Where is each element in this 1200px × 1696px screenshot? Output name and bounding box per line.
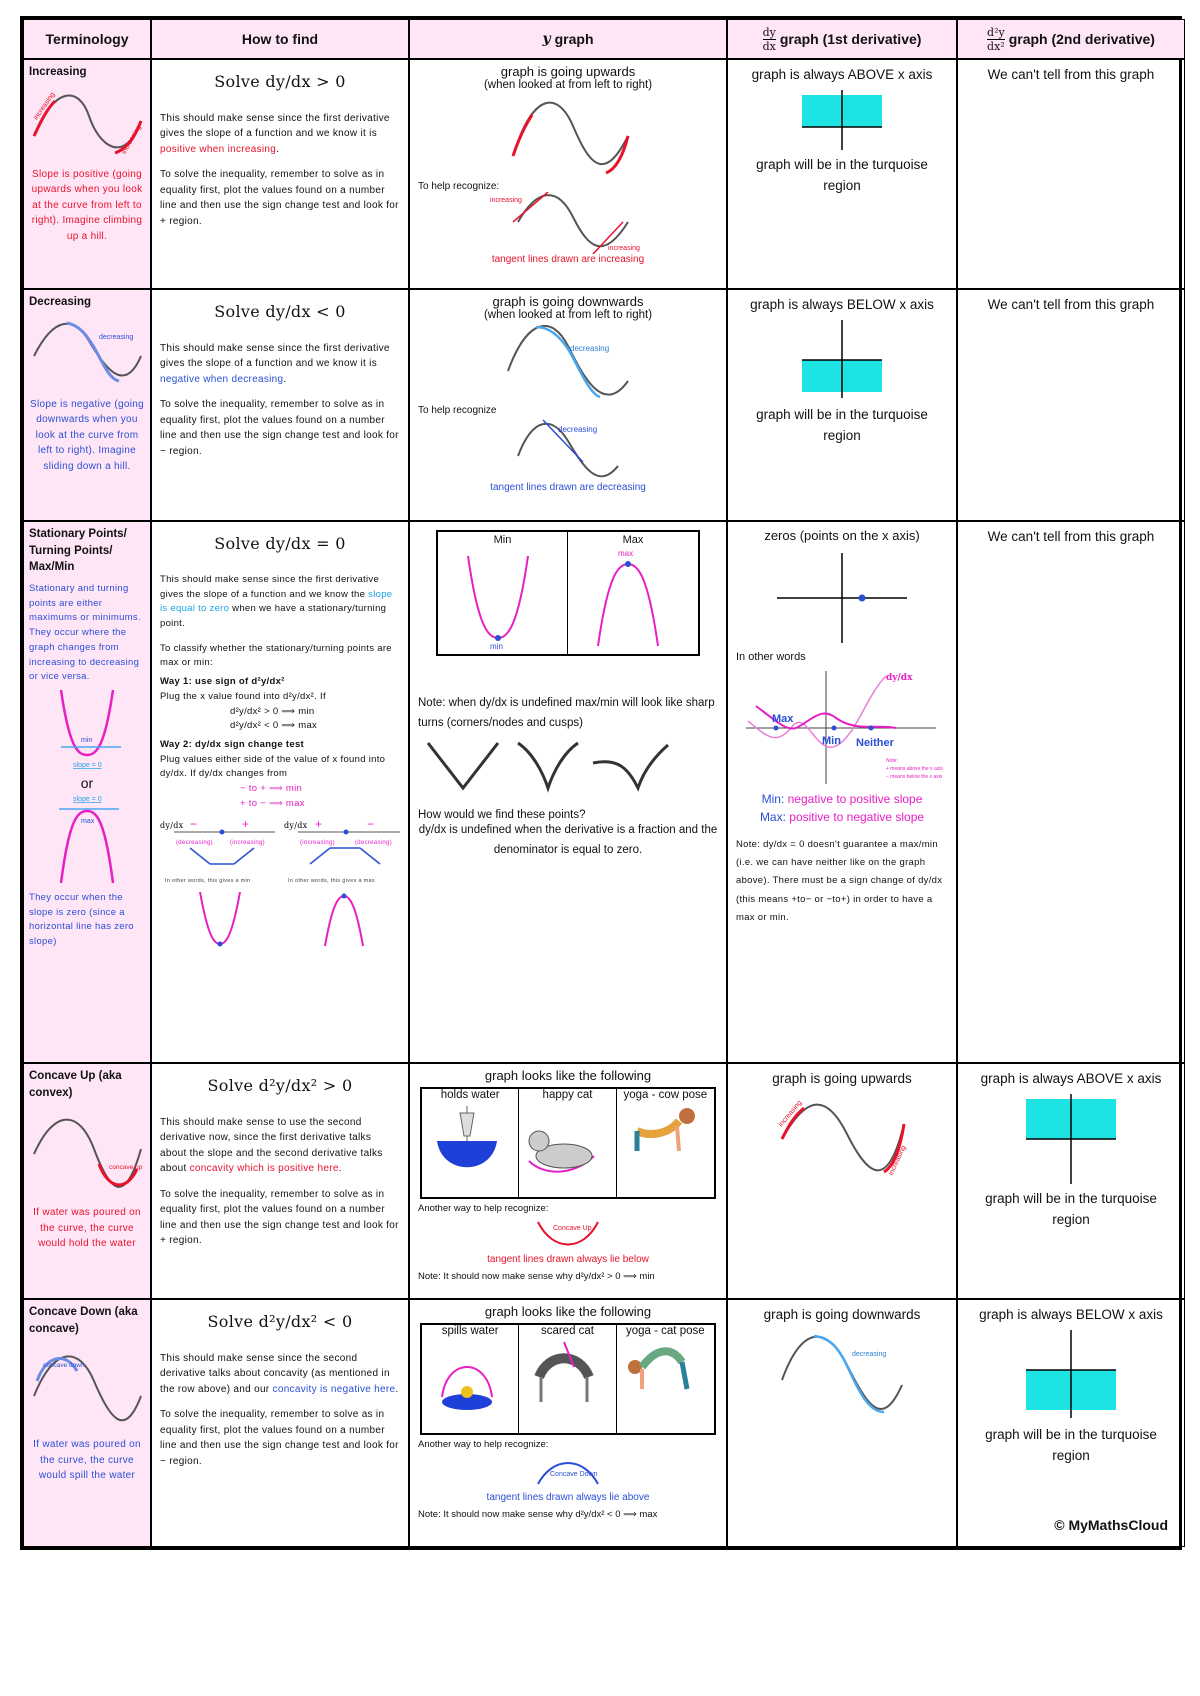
example-label: holds water (440, 1089, 500, 1101)
how-concave-down (151, 1299, 409, 1547)
tangent-label: decreasing (558, 425, 598, 434)
solve-expression: Solve dy/dx = 0 (214, 534, 346, 553)
min-note: Note: It should now make sense why d²y/dx² > 0 ⟹ min (418, 1271, 655, 1282)
d2-text: We can't tell from this graph (987, 297, 1155, 312)
zeros-note-title: Note: (886, 758, 898, 765)
d1-decreasing (727, 289, 957, 521)
spilling-water-icon (422, 1337, 512, 1417)
find-question: How would we find these points? (418, 809, 586, 822)
inequality-method: To solve the inequality, remember to solve as in equality first, plot the values found on a number line and then use the sign change test and look for + region. (160, 1188, 399, 1247)
turquoise-below-axis (797, 320, 887, 400)
explanation-b: . (283, 373, 287, 385)
d2-note: graph will be in the turquoise region (985, 1190, 1157, 1228)
calculus-summary-table (20, 16, 1182, 1550)
example-label: spills water (441, 1325, 499, 1337)
term-decreasing (23, 289, 151, 521)
d1-stationary (727, 521, 957, 1063)
ygraph-subtitle: (when looked at from left to right) (483, 309, 653, 321)
tangent-note: tangent lines drawn always lie below (487, 1254, 649, 1265)
concave-up-curve-icon (29, 1109, 145, 1199)
example-scared-cat (519, 1325, 616, 1433)
how-decreasing (151, 289, 409, 521)
d1-increasing (727, 59, 957, 289)
tangent-label-right: increasing (608, 245, 640, 252)
example-label: scared cat (540, 1325, 595, 1337)
d2-concave-up (957, 1063, 1185, 1299)
help-recognize: To help recognize: (418, 181, 500, 192)
concave-down-label: concave down (43, 1362, 85, 1370)
explanation-a: This should make sense since the first derivative gives the slope of a function and we know it is (160, 342, 390, 370)
d2-stationary (957, 521, 1185, 1063)
header-terminology: Terminology (23, 19, 151, 59)
concave-up-sine-graph (772, 1094, 912, 1184)
undefined-note: Note: when dy/dx is undefined max/min will look like sharp turns (corners/nodes and cusps) (418, 697, 715, 729)
zeros-max-label: Max (772, 713, 794, 726)
d1-title: zeros (points on the x axis) (764, 528, 920, 543)
concave-up-graph-label: Concave Up (553, 1225, 592, 1232)
explanation-highlight: negative when decreasing (160, 373, 284, 385)
explanation-highlight: concavity is negative here (272, 1383, 396, 1395)
explanation (160, 1351, 400, 1398)
concave-down-examples (420, 1323, 716, 1435)
turquoise-below-axis (1021, 1330, 1121, 1420)
help-recognize: To help recognize (418, 405, 497, 416)
way2-case-min: − to + ⟹ min (240, 783, 303, 795)
explanation-b: . (276, 143, 280, 155)
header-y-graph: y graph (409, 19, 727, 59)
svg-text:−: − (190, 816, 198, 831)
nl-max-note: In other words, this gives a max (288, 877, 375, 884)
concave-down-sine-graph (772, 1330, 912, 1420)
tangent-note: tangent lines drawn are decreasing (490, 482, 646, 493)
ygraph-subtitle: (when looked at from left to right) (483, 79, 653, 91)
d1-note: graph will be in the turquoise region (756, 156, 928, 194)
max-rule-label: Max: (759, 810, 786, 825)
solve-expression: Solve dy/dx > 0 (214, 72, 346, 91)
min-label: min (81, 737, 93, 745)
find-answer: dy/dx is undefined when the derivative is a fraction and the denominator is equal to zero. (418, 824, 718, 856)
term-name: Increasing (29, 66, 87, 78)
explanation-a: This should make sense since the first derivative gives the slope of a function and we know the (160, 573, 380, 600)
explanation (160, 1115, 400, 1177)
tangent-label-left: increasing (490, 197, 522, 204)
min-parabola-graph (438, 546, 558, 650)
ygraph-title: graph is going upwards (500, 64, 636, 79)
explanation-a: This should make sense since the second derivative talks about concavity (as mentioned in the row above) and our (160, 1352, 390, 1395)
max-title: Max (622, 534, 644, 546)
header-second-derivative: d²y dx² graph (2nd derivative) (957, 19, 1185, 59)
explanation-b: . (338, 1163, 342, 1175)
bowl-water-icon (422, 1101, 512, 1181)
d1-concave-up (727, 1063, 957, 1299)
slope-zero-label: slope = 0 (73, 796, 102, 804)
example-label: happy cat (542, 1089, 593, 1101)
copyright-footer: © MyMathsCloud (1054, 1516, 1168, 1533)
nl-inc-left: (increasing) (230, 839, 265, 846)
term-description: If water was poured on the curve, the curve would spill the water (33, 1439, 141, 1482)
explanation-b: when we have a stationary/turning point. (160, 603, 387, 629)
header-second-derivative-label: graph (2nd derivative) (1008, 31, 1155, 47)
solve-expression: Solve dy/dx < 0 (214, 302, 346, 321)
concave-up-label: concave up (109, 1164, 143, 1172)
increasing-label-left: increasing (32, 90, 57, 122)
way1-title: Way 1: use sign of d²y/dx² (160, 676, 285, 688)
derivative-zeros-graph (736, 666, 950, 786)
d1-title: graph is always ABOVE x axis (751, 67, 933, 82)
d1-concave-down (727, 1299, 957, 1547)
d2-text: We can't tell from this graph (987, 529, 1155, 544)
another-way: Another way to help recognize: (418, 1203, 549, 1214)
max-rule (736, 808, 948, 826)
how-increasing (151, 59, 409, 289)
header-y-graph-label: graph (554, 31, 594, 47)
d1-decreasing-label: decreasing (852, 1350, 887, 1358)
term-name: Decreasing (29, 296, 92, 308)
another-way: Another way to help recognize: (418, 1439, 549, 1450)
min-panel (438, 532, 568, 654)
explanation-b: . (395, 1383, 399, 1395)
concave-down-curve-icon (29, 1341, 145, 1431)
ygraph-concave-down (409, 1299, 727, 1547)
max-note: Note: It should now make sense why d²y/dx² < 0 ⟹ max (418, 1509, 658, 1520)
ygraph-increasing (409, 59, 727, 289)
cat-pose-icon (617, 1337, 707, 1397)
way2-text: Plug values either side of the value of x found into dy/dx. If dy/dx changes from (160, 753, 386, 780)
tangent-note: tangent lines drawn always lie above (486, 1492, 650, 1503)
ygraph-stationary (409, 521, 727, 1063)
explanation (160, 341, 400, 388)
zeros-neither-label: Neither (856, 737, 894, 750)
d2-decreasing (957, 289, 1185, 521)
example-spills-water (422, 1325, 519, 1433)
max-panel (568, 532, 698, 654)
scared-cat-icon (519, 1337, 609, 1417)
increasing-label-right: increasing (120, 123, 143, 156)
svg-text:+: + (315, 816, 323, 831)
explanation (160, 573, 400, 632)
term-description-2: They occur when the slope is zero (since a horizontal line has zero slope) (29, 892, 134, 948)
way1-case-max: d²y/dx² < 0 ⟹ max (230, 720, 318, 732)
header-how-to-find: How to find (151, 19, 409, 59)
explanation-highlight: positive when increasing (160, 143, 277, 155)
happy-cat-icon (519, 1101, 609, 1181)
way2-title: Way 2: dy/dx sign change test (160, 738, 305, 750)
d2-note: graph will be in the turquoise region (985, 1426, 1157, 1464)
concave-up-examples (420, 1087, 716, 1199)
example-happy-cat (519, 1089, 616, 1197)
min-point-label: min (490, 642, 503, 650)
nl-min-note: In other words, this gives a min (165, 877, 251, 884)
concave-down-tangent-graph (418, 1450, 718, 1492)
term-description: Stationary and turning points are either maximums or minimums. They occur where the graph changes from increasing to decreasing or vice versa. (29, 583, 141, 683)
d1-title: graph is always BELOW x axis (750, 297, 934, 312)
way2-case-max: + to − ⟹ max (240, 797, 305, 809)
svg-text:+: + (242, 816, 250, 831)
way1-case-min: d²y/dx² > 0 ⟹ min (230, 705, 315, 717)
decreasing-curve-icon (29, 311, 145, 391)
example-cow-pose (617, 1089, 714, 1197)
example-label: yoga - cat pose (626, 1325, 705, 1337)
d2-title: graph is always ABOVE x axis (980, 1071, 1162, 1086)
inequality-method: To solve the inequality, remember to solve as in equality first, plot the values found on a number line and then use the sign change test and look for − region. (160, 399, 399, 457)
example-cat-pose (617, 1325, 714, 1433)
turquoise-above-axis (1021, 1094, 1121, 1184)
increasing-sine-graph (418, 91, 718, 181)
max-parabola-icon (29, 791, 145, 887)
header-first-derivative: dy dx graph (1st derivative) (727, 19, 957, 59)
zeros-note-plus: + means above the x axis (886, 766, 943, 773)
example-holds-water (422, 1089, 519, 1197)
how-concave-up (151, 1063, 409, 1299)
d1-title: graph is going downwards (763, 1307, 921, 1322)
min-parabola-icon (29, 685, 145, 775)
explanation (160, 111, 400, 158)
term-stationary (23, 521, 151, 1063)
ygraph-decreasing (409, 289, 727, 521)
min-rule-text: negative to positive slope (787, 792, 923, 807)
nl-inc-right: (increasing) (300, 839, 335, 846)
d1-increasing-right: increasing (887, 1144, 908, 1177)
decreasing-graph-label: decreasing (570, 344, 610, 353)
max-label: max (81, 818, 95, 826)
concave-up-tangent-graph (418, 1214, 718, 1254)
min-rule-label: Min: (761, 792, 785, 807)
ygraph-title: graph looks like the following (484, 1068, 652, 1083)
turquoise-above-axis (797, 90, 887, 150)
max-rule-text: positive to negative slope (789, 810, 925, 825)
increasing-tangent-graph (418, 192, 718, 254)
sign-change-number-lines (160, 816, 400, 954)
decreasing-sine-graph (418, 321, 718, 405)
nl-dydx-right: dy/dx (284, 820, 308, 830)
min-rule (736, 790, 948, 808)
nl-dec-right: (decreasing) (355, 839, 392, 846)
min-max-panels (436, 530, 700, 656)
ygraph-title: graph looks like the following (484, 1304, 652, 1319)
example-label: yoga - cow pose (623, 1089, 708, 1101)
explanation-highlight: concavity which is positive here (189, 1163, 339, 1175)
ygraph-title: graph is going downwards (492, 294, 644, 309)
d1-increasing-left: increasing (777, 1098, 804, 1128)
zero-on-axis-graph (777, 553, 907, 643)
explanation-highlight: slope is equal to zero (160, 588, 393, 615)
term-name: Stationary Points/ Turning Points/ Max/Min (29, 528, 127, 574)
d1-title: graph is going upwards (772, 1071, 912, 1086)
term-increasing (23, 59, 151, 289)
d2-increasing (957, 59, 1185, 289)
term-description: Slope is positive (going upwards when you look at the curve from left to right). Imagine climbing up a hill. (31, 168, 143, 242)
term-name: Concave Down (aka concave) (29, 1306, 138, 1335)
ygraph-concave-up (409, 1063, 727, 1299)
explanation-a: This should make sense since the first derivative gives the slope of a function and we know it is (160, 112, 390, 140)
min-title: Min (493, 534, 512, 546)
concave-down-graph-label: Concave Down (550, 1471, 598, 1478)
slope-zero-label: slope = 0 (73, 762, 102, 770)
decreasing-curve-label: decreasing (99, 333, 134, 341)
d2-title: graph is always BELOW x axis (979, 1307, 1163, 1322)
term-description: Slope is negative (going downwards when you look at the curve from left to right). Imagine sliding down a hill. (30, 398, 144, 472)
d1-note: graph will be in the turquoise region (756, 406, 928, 444)
tangent-note: tangent lines drawn are increasing (491, 254, 645, 265)
term-concave-up (23, 1063, 151, 1299)
header-first-derivative-label: graph (1st derivative) (779, 31, 922, 47)
d2-text: We can't tell from this graph (987, 67, 1155, 82)
how-stationary (151, 521, 409, 1063)
term-name: Concave Up (aka convex) (29, 1070, 122, 1099)
sharp-turns-graph (418, 733, 718, 803)
zeros-dydx-label: dy/dx (886, 673, 913, 684)
d1-other-words: In other words (736, 650, 806, 663)
nl-dydx-left: dy/dx (160, 820, 184, 830)
nl-dec-left: (decreasing) (176, 839, 213, 846)
d2-concave-down (957, 1299, 1185, 1547)
cow-pose-icon (617, 1101, 707, 1161)
max-parabola-graph (568, 546, 688, 650)
increasing-curve-icon (29, 81, 145, 161)
explanation-a: This should make sense to use the second derivative now, since the first derivative talks about the slope and the second derivative talks about (160, 1116, 383, 1175)
svg-text:−: − (367, 816, 375, 831)
inequality-method: To solve the inequality, remember to solve as in equality first, plot the values found on a number line and then use the sign change test and look for + region. (160, 169, 399, 227)
inequality-method: To solve the inequality, remember to solve as in equality first, plot the values found on a number line and then use the sign change test and look for − region. (160, 1409, 399, 1467)
way1-text: Plug the x value found into d²y/dx². If (160, 690, 326, 702)
term-concave-down (23, 1299, 151, 1547)
classify-text: To classify whether the stationary/turning points are max or min: (160, 642, 392, 669)
decreasing-tangent-graph (418, 416, 718, 482)
solve-expression: Solve d²y/dx² > 0 (207, 1076, 353, 1095)
solve-expression: Solve d²y/dx² < 0 (207, 1312, 353, 1331)
zeros-min-label: Min (822, 735, 841, 748)
term-description: If water was poured on the curve, the curve would hold the water (33, 1207, 141, 1250)
d1-guarantee-note: Note: dy/dx = 0 doesn't guarantee a max/min (i.e. we can have neither like on the graph above). There must be a sign change of dy/dx (this means +to− or −to+) in order to have a max or min. (736, 839, 943, 923)
max-point-label: max (618, 549, 634, 558)
zeros-note-minus: − means below the x axis (886, 774, 943, 781)
or-text: or (80, 775, 94, 792)
